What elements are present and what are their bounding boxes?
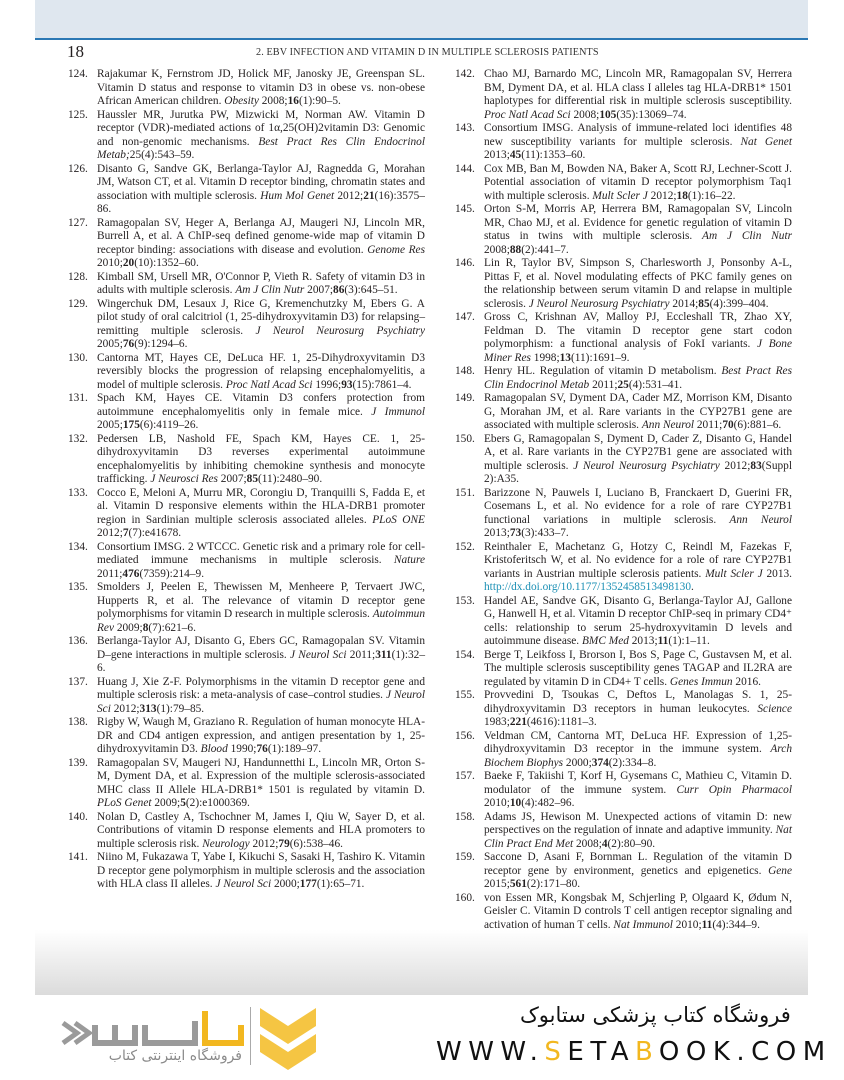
reference-entry <box>455 770 792 811</box>
volume-number: 85 <box>246 473 258 485</box>
reference-number: 149. <box>455 392 475 404</box>
journal-name: J Neurol Neurosurg Psychiatry <box>573 459 720 472</box>
reference-text: 1998; <box>530 351 560 364</box>
journal-name: J Bone Miner Res <box>484 338 792 364</box>
reference-text: 2007; <box>217 473 247 485</box>
reference-entry <box>68 352 425 393</box>
reference-entry <box>68 217 425 271</box>
reference-number: 132. <box>68 432 88 445</box>
reference-number: 156. <box>455 729 475 742</box>
reference-text: 2013; <box>484 527 510 539</box>
setabook-chevron-logo <box>258 1000 318 1075</box>
journal-name: J Neurol Neurosurg Psychiatry <box>528 297 670 310</box>
journal-name: Nat Genet <box>740 135 792 148</box>
reference-entry <box>455 433 792 487</box>
volume-number: 5 <box>180 797 186 809</box>
reference-text: 1996; <box>312 378 342 391</box>
reference-text: 2011; <box>694 419 723 431</box>
reference-entry <box>455 689 792 730</box>
reference-text: Cox MB, Ban M, Bowden NA, Baker A, Scott RJ, Lechner-Scott J. Potential association of vitamin D receptor polymorphism Taq1 with multiple sclerosis. <box>484 162 792 202</box>
reference-text: (3):645–51. <box>344 284 398 296</box>
volume-number: 313 <box>139 702 157 715</box>
journal-name: Proc Natl Acad Sci <box>484 108 571 121</box>
reference-text: (4):399–404. <box>709 297 769 310</box>
volume-number: 73 <box>509 527 522 539</box>
reference-number: 157. <box>455 770 475 782</box>
journal-name: J Immunol <box>371 405 426 418</box>
reference-text: 2012; <box>719 459 751 472</box>
reference-number: 135. <box>68 581 88 593</box>
reference-text: Kimball SM, Ursell MR, O'Connor P, Vieth R. Safety of vitamin D3 in adults with multiple sclerosis. <box>97 270 425 296</box>
reference-entry <box>68 271 425 298</box>
reference-text: Orton S-M, Morris AP, Herrera BM, Ramagopalan SV, Lincoln MR, Chao MJ, et al. Evidence for genetic regulation of vitamin D status in twins with multiple sclerosis. <box>484 203 792 242</box>
journal-name: J Neurosci Res <box>150 473 218 485</box>
setabook-logo-wordmark <box>55 1003 245 1049</box>
reference-text: (11):1691–9. <box>570 351 630 364</box>
reference-text: Berge T, Leikfoss I, Brorson I, Bos S, Page C, Gustavsen M, et al. The multiple sclerosis susceptibility genes TAGAP and IL2RA are regulated by vitamin D in CD4+ T cells. <box>484 648 792 688</box>
reference-text: 1983; <box>484 716 510 728</box>
url-accent: S <box>544 1037 568 1067</box>
journal-name: Neurology <box>202 837 250 850</box>
reference-text: Ebers G, Ramagopalan S, Dyment D, Cader Z, Disanto G, Handel A, et al. Rare variants in the CYP27B1 gene are associated with multiple sclerosis. <box>484 432 792 472</box>
volume-number: 93 <box>341 378 353 391</box>
reference-text: Reinthaler E, Machetanz G, Hotzy C, Reindl M, Fazekas F, Kristoferitsch W, et al. No evidence for a role of rare CYP27B1 variants in Austrian multiple sclerosis patients. <box>484 540 792 580</box>
reference-text: Ramagopalan SV, Maugeri NJ, Handunnetthi L, Lincoln MR, Orton S-M, Dyment DA, et al. Expression of the multiple sclerosis-associated MHC class II Allele HLA-DRB1* 1501 is regulated by vitamin D. <box>97 756 425 796</box>
reference-text: 2011; <box>97 567 123 580</box>
reference-entry <box>68 163 425 217</box>
page-bottom-shadow <box>35 930 808 995</box>
reference-number: 158. <box>455 810 475 823</box>
journal-name: Nat Clin Pract End Met <box>484 824 792 850</box>
reference-text: 2012; <box>647 189 677 202</box>
journal-name: Mult Scler J <box>705 567 763 580</box>
journal-name: J Neurol Sci <box>215 878 272 890</box>
volume-number: 45 <box>509 149 522 161</box>
volume-number: 86 <box>333 284 345 296</box>
reference-entry <box>455 68 792 122</box>
reference-entry <box>68 392 425 433</box>
reference-text: Gross C, Krishnan AV, Malloy PJ, Eccleshall TR, Zhao XY, Feldman D. The vitamin D receptor gene start codon polymorphism: a functional analysis of FokI variants. <box>484 311 792 350</box>
reference-entry <box>455 122 792 163</box>
reference-number: 136. <box>68 635 88 647</box>
volume-number: 476 <box>122 567 140 580</box>
journal-name: Am J Clin Nutr <box>235 284 305 296</box>
reference-entry <box>68 487 425 541</box>
store-title: فروشگاه کتاب پزشکی ستابوک <box>520 1003 791 1027</box>
journal-name: Proc Natl Acad Sci <box>225 378 313 391</box>
reference-text: Huang J, Xie Z-F. Polymorphisms in the vitamin D receptor gene and multiple sclerosis risk: a meta-analysis of case–control studies. <box>97 675 425 701</box>
reference-number: 138. <box>68 716 88 728</box>
reference-number: 144. <box>455 162 475 175</box>
journal-name: Obesity <box>224 95 259 107</box>
reference-text: 2008; <box>484 243 510 256</box>
volume-number: 13 <box>559 351 571 364</box>
journal-name: Autoimmun Rev <box>97 608 425 634</box>
reference-text: (15):7861–4. <box>352 378 412 391</box>
logo-wordmark-icon <box>55 1003 245 1049</box>
journal-name: Arch Biochem Biophys <box>484 743 792 769</box>
reference-number: 129. <box>68 297 88 310</box>
reference-number: 139. <box>68 756 88 769</box>
reference-entry <box>68 635 425 676</box>
reference-number: 147. <box>455 311 475 323</box>
reference-text: (1):65–71. <box>316 878 365 890</box>
url-part: ETA <box>567 1037 635 1067</box>
journal-name: Nat Immunol <box>613 918 673 931</box>
reference-text: 2012; <box>249 837 279 850</box>
reference-number: 140. <box>68 810 88 823</box>
journal-name: Best Pract Res Clin Endocrinol Metab; <box>97 135 425 161</box>
url-part: OOK.COM <box>658 1037 832 1067</box>
reference-number: 143. <box>455 122 475 134</box>
reference-text: (11):1353–60. <box>521 149 586 161</box>
reference-entry <box>68 676 425 717</box>
reference-text: (7):e41678. <box>128 527 182 539</box>
reference-number: 130. <box>68 351 88 364</box>
reference-text: 2000; <box>563 756 592 769</box>
reference-text: Haussler MR, Jurutka PW, Mizwicki M, Norman AW. Vitamin D receptor (VDR)-mediated actions of 1α,25(OH)2vitamin D3: Genomic and non-genomic mechanisms. <box>97 108 425 148</box>
journal-name: J Neurol Sci <box>290 648 347 661</box>
reference-entry <box>455 851 792 892</box>
reference-entry <box>455 392 792 433</box>
reference-text: (35):13069–74. <box>616 108 687 121</box>
reference-text: Consortium IMSG. 2 WTCCC. Genetic risk and a primary role for cell-mediated immune mechanisms in multiple sclerosis. <box>97 540 425 566</box>
reference-entry <box>455 541 792 595</box>
reference-text: Ramagopalan SV, Heger A, Berlanga AJ, Maugeri NJ, Lincoln MR, Burrell A, et al. A ChIP-seq defined genome-wide map of vitamin D receptor binding: associations with disease and evolution. <box>97 216 425 256</box>
reference-text: Provvedini D, Tsoukas C, Deftos L, Manolagas S. 1, 25-dihydroxyvitamin D3 receptors in human leukocytes. <box>484 689 792 715</box>
reference-text: Cantorna MT, Hayes CE, DeLuca HF. 1, 25-Dihydroxyvitamin D3 reversibly blocks the progression of relapsing encephalomyelitis, a model of multiple sclerosis. <box>97 351 425 391</box>
reference-text: (11):2480–90. <box>258 473 323 485</box>
reference-number: 145. <box>455 203 475 215</box>
reference-entry <box>455 487 792 541</box>
journal-name: Science <box>757 702 792 715</box>
journal-name: J Neurol Sci <box>97 689 425 715</box>
volume-number: 561 <box>509 878 527 890</box>
reference-text: (1):32–6. <box>97 648 425 674</box>
reference-number: 134. <box>68 540 88 553</box>
reference-text: (4):344–9. <box>712 918 760 931</box>
reference-number: 141. <box>68 851 88 863</box>
journal-name: Genome Res <box>367 243 425 256</box>
reference-text: 2014; <box>669 297 699 310</box>
reference-text: (1):1–11. <box>668 635 710 647</box>
reference-number: 155. <box>455 689 475 701</box>
reference-text: (2):334–8. <box>608 756 657 769</box>
volume-number: 79 <box>278 837 290 850</box>
reference-text: Ramagopalan SV, Dyment DA, Cader MZ, Morrison KM, Disanto G, Morahan JM, et al. Rare variants in the CYP27B1 gene are associated with multiple sclerosis. <box>484 392 792 431</box>
reference-number: 131. <box>68 392 88 404</box>
reference-text: 2007; <box>304 284 334 296</box>
reference-text: (2):171–80. <box>526 878 581 890</box>
journal-name: Mult Scler J <box>592 189 648 202</box>
reference-entry <box>455 257 792 311</box>
reference-entry <box>68 68 425 109</box>
reference-text: 2016. <box>732 675 761 688</box>
reference-text: von Essen MR, Kongsbak M, Schjerling P, Olgaard K, Ødum N, Geisler C. Vitamin D controls T cell antigen receptor signaling and activation of human T cells. <box>484 891 792 931</box>
volume-number: 11 <box>701 918 713 931</box>
reference-entry <box>68 109 425 163</box>
journal-name: Nature <box>393 554 425 566</box>
reference-number: 124. <box>68 68 88 80</box>
journal-name: J Neurol Neurosurg Psychiatry <box>255 324 425 337</box>
volume-number: 11 <box>657 635 669 647</box>
url-accent: B <box>635 1037 659 1067</box>
volume-number: 20 <box>122 257 135 269</box>
journal-name: Am J Clin Nutr <box>702 230 793 242</box>
reference-text: (10):1352–60. <box>134 257 199 269</box>
reference-text: 2005; <box>97 338 123 350</box>
volume-number: 76 <box>122 338 135 350</box>
reference-entry <box>68 757 425 811</box>
volume-number: 88 <box>509 243 522 256</box>
reference-text: 2010; <box>484 797 510 809</box>
volume-number: 175 <box>122 419 140 431</box>
reference-text: Smolders J, Peelen E, Thewissen M, Menheere P, Tervaert JWC, Hupperts R, et al. The relevance of vitamin D receptor gene polymorphisms for vitamin D research in multiple sclerosis. <box>97 581 425 620</box>
reference-number: 152. <box>455 540 475 553</box>
header-band <box>35 0 808 40</box>
journal-name: Curr Opin Pharmacol <box>676 783 792 796</box>
reference-number: 160. <box>455 891 475 904</box>
reference-number: 151. <box>455 486 475 499</box>
reference-text: 2000; <box>271 878 300 890</box>
volume-number: 76 <box>256 743 268 755</box>
journal-name: Gene <box>768 864 792 877</box>
journal-name: BMC Med <box>581 635 629 647</box>
reference-entry <box>68 851 425 892</box>
reference-number: 146. <box>455 257 475 269</box>
footer-banner <box>0 995 844 1080</box>
reference-text: (7):621–6. <box>148 621 196 634</box>
reference-number: 127. <box>68 216 88 229</box>
reference-entry <box>455 163 792 204</box>
journal-name: Genes Immun <box>669 675 733 688</box>
references-left-column <box>68 68 425 892</box>
volume-number: 21 <box>363 189 375 202</box>
reference-text: Wingerchuk DM, Lesaux J, Rice G, Kremenchutzky M, Ebers G. A pilot study of oral calcitriol (1, 25-dihydroxyvitamin D3) for relapsing–remitting multiple sclerosis. <box>97 297 425 337</box>
reference-text: (1):79–85. <box>156 702 205 715</box>
reference-entry <box>68 541 425 582</box>
volume-number: 311 <box>375 648 392 661</box>
reference-entry <box>455 892 792 933</box>
reference-text: 2013. <box>762 567 792 580</box>
reference-entry <box>68 298 425 352</box>
reference-entry <box>455 649 792 690</box>
reference-text: 2011; <box>346 648 376 661</box>
volume-number: 70 <box>722 419 734 431</box>
reference-text: (7359):214–9. <box>139 567 205 580</box>
journal-name: Best Pract Res Clin Endocrinol Metab <box>484 365 792 391</box>
reference-number: 128. <box>68 270 88 283</box>
reference-text: 2011; <box>589 378 618 391</box>
reference-text: (2):441–7. <box>521 243 569 256</box>
volume-number: 221 <box>509 716 527 728</box>
journal-name: PLoS Genet <box>97 797 152 809</box>
volume-number: 25 <box>617 378 629 391</box>
website-url[interactable] <box>436 1037 832 1067</box>
logo-subtitle: فروشگاه اینترنتی کتاب <box>108 1048 242 1064</box>
reference-number: 142. <box>455 68 475 80</box>
reference-text: (6):881–6. <box>733 419 782 431</box>
journal-name: Ann Neurol <box>729 513 792 526</box>
reference-text: Veldman CM, Cantorna MT, DeLuca HF. Expression of 1,25-dihydroxyvitamin D3 receptor in the immune system. <box>484 729 792 755</box>
reference-number: 133. <box>68 486 88 499</box>
reference-text: 25(4):543–59. <box>129 149 195 161</box>
journal-name: Hum Mol Genet <box>260 189 335 202</box>
reference-text: 2010; <box>97 257 123 269</box>
reference-entry <box>455 730 792 771</box>
reference-text: Lin R, Taylor BV, Simpson S, Charlesworth J, Ponsonby A-L, Pittas F, et al. Novel modulating effects of PKC family genes on the relationship between serum vitamin D and relapse in multiple sclerosis. <box>484 257 792 310</box>
reference-entry <box>68 433 425 487</box>
reference-entry <box>68 811 425 852</box>
reference-entry <box>68 716 425 757</box>
reference-entry <box>455 595 792 649</box>
volume-number: 18 <box>676 189 688 202</box>
reference-number: 125. <box>68 108 88 121</box>
journal-name: PLoS ONE <box>372 513 425 526</box>
page-number: 18 <box>67 42 84 61</box>
reference-text: (6):538–46. <box>289 837 343 850</box>
reference-text: (16):3575–86. <box>97 189 425 215</box>
reference-number: 154. <box>455 648 475 661</box>
reference-entry <box>455 811 792 852</box>
reference-text: (4):531–41. <box>628 378 683 391</box>
reference-text: (1):90–5. <box>298 95 341 107</box>
reference-text: 2012; <box>334 189 364 202</box>
reference-text: Handel AE, Sandve GK, Disanto G, Berlanga-Taylor AJ, Gallone G, Hanwell H, et al. Vitamin D receptor ChIP-seq in primary CD4⁺ cells: relationship to serum 25-hydroxyvitamin D levels and autoimmune disease. <box>484 594 792 647</box>
chevron-logo-icon <box>258 1000 318 1070</box>
reference-number: 159. <box>455 851 475 863</box>
reference-text: 2009; <box>151 797 181 809</box>
reference-text: Adams JS, Hewison M. Unexpected actions of vitamin D: new perspectives on the regulation of innate and adaptive immunity. <box>484 810 792 836</box>
volume-number: 8 <box>142 621 149 634</box>
reference-text: (4616):1181–3. <box>526 716 597 728</box>
volume-number: 10 <box>509 797 522 809</box>
reference-number: 153. <box>455 594 475 607</box>
volume-number: 7 <box>122 527 129 539</box>
logo-divider <box>250 1007 251 1065</box>
reference-text: (4):482–96. <box>521 797 575 809</box>
reference-text: (9):1294–6. <box>134 338 188 350</box>
reference-text: (3):433–7. <box>521 527 569 539</box>
reference-entry <box>455 365 792 392</box>
reference-text: 2012; <box>110 702 140 715</box>
reference-number: 137. <box>68 675 88 688</box>
reference-text: Pedersen LB, Nashold FE, Spach KM, Hayes CE. 1, 25-dihydroxyvitamin D3 reverses experimental autoimmune encephalomyelitis by inhibiting chemokine synthesis and monocyte trafficking. <box>97 432 425 485</box>
reference-text: (2):e1000369. <box>185 797 250 809</box>
reference-text: Spach KM, Hayes CE. Vitamin D3 confers protection from autoimmune encephalomyelitis only in female mice. <box>97 392 425 418</box>
reference-text: 1990; <box>227 743 257 755</box>
volume-number: 105 <box>599 108 617 121</box>
reference-text: 2013; <box>484 149 510 161</box>
reference-text: (Suppl 2):A35. <box>484 459 792 485</box>
reference-text: 2013; <box>628 635 658 647</box>
reference-entry <box>68 581 425 635</box>
reference-number: 148. <box>455 365 475 377</box>
reference-text: Consortium IMSG. Analysis of immune-related loci identifies 48 new susceptibility variants for multiple sclerosis. <box>484 122 792 148</box>
reference-text: Niino M, Fukazawa T, Yabe I, Kikuchi S, Sasaki H, Tashiro K. Vitamin D receptor gene polymorphism in multiple sclerosis and the association with HLA class II alleles. <box>97 851 425 890</box>
reference-text: 2008; <box>258 95 288 107</box>
reference-number: 150. <box>455 432 475 445</box>
volume-number: 16 <box>287 95 299 107</box>
volume-number: 83 <box>750 459 762 472</box>
reference-text: 2008; <box>573 837 602 850</box>
reference-text: Disanto G, Sandve GK, Berlanga-Taylor AJ, Ragnedda G, Morahan JM, Watson CT, et al. Vitamin D receptor binding, chromatin states and association with multiple sclerosis. <box>97 162 425 202</box>
reference-text: 2010; <box>672 918 702 931</box>
reference-text: Barizzone N, Pauwels I, Luciano B, Franckaert D, Guerini FR, Cosemans L, et al. No evidence for a role of rare CYP27B1 functional variations in multiple sclerosis. <box>484 486 792 526</box>
doi-link[interactable]: http://dx.doi.org/10.1177/1352458513498130 <box>484 581 692 593</box>
reference-text: Baeke F, Takiishi T, Korf H, Gysemans C, Mathieu C, Vitamin D. modulator of the immune system. <box>484 770 792 796</box>
reference-text: Chao MJ, Barnardo MC, Lincoln MR, Ramagopalan SV, Herrera BM, Dyment DA, et al. HLA class I alleles tag HLA-DRB1* 1501 haplotypes for differential risk in multiple sclerosis susceptibility. <box>484 68 792 107</box>
reference-text: 2012; <box>97 527 123 539</box>
reference-text: 2008; <box>570 108 600 121</box>
volume-number: 4 <box>601 837 608 850</box>
volume-number: 85 <box>698 297 710 310</box>
reference-text: . <box>691 581 694 593</box>
reference-text: 2005; <box>97 419 123 431</box>
volume-number: 374 <box>591 756 609 769</box>
reference-text: Saccone D, Asani F, Bornman L. Regulation of the vitamin D receptor gene by environment, genetics and epigenetics. <box>484 851 792 877</box>
reference-text: (1):189–97. <box>267 743 322 755</box>
reference-text: Rigby W, Waugh M, Graziano R. Regulation of human monocyte HLA-DR and CD4 antigen expression, and antigen presentation by 1, 25-dihydroxyvitamin D3. <box>97 716 425 755</box>
reference-text: (1):16–22. <box>687 189 736 202</box>
reference-text: Cocco E, Meloni A, Murru MR, Corongiu D, Tranquilli S, Fadda E, et al. Vitamin D responsive elements within the HLA-DRB1 promoter region in Sardinian multiple sclerosis associated alleles. <box>97 486 425 526</box>
reference-entry <box>455 311 792 365</box>
reference-text: (2):80–90. <box>607 837 656 850</box>
journal-name: Blood <box>200 743 228 755</box>
reference-text: (6):4119–26. <box>139 419 199 431</box>
reference-text: 2015; <box>484 878 510 890</box>
reference-text: Berlanga-Taylor AJ, Disanto G, Ebers GC, Ramagopalan SV. Vitamin D–gene interactions in multiple sclerosis. <box>97 635 425 661</box>
url-part: WWW. <box>436 1037 545 1067</box>
reference-text: Nolan D, Castley A, Tschochner M, James I, Qiu W, Sayer D, et al. Contributions of vitamin D response elements and HLA promoters to multiple sclerosis risk. <box>97 810 425 850</box>
journal-name: Ann Neurol <box>641 419 695 431</box>
reference-entry <box>455 203 792 257</box>
reference-text: Henry HL. Regulation of vitamin D metabolism. <box>484 365 722 377</box>
reference-text: 2009; <box>114 621 143 634</box>
running-header: 2. EBV INFECTION AND VITAMIN D IN MULTIPLE SCLEROSIS PATIENTS <box>256 47 599 58</box>
reference-text: Rajakumar K, Fernstrom JD, Holick MF, Janosky JE, Greenspan SL. Vitamin D status and response to vitamin D3 in obese vs. non-obese African American children. <box>97 68 425 107</box>
reference-number: 126. <box>68 162 88 175</box>
volume-number: 177 <box>299 878 317 890</box>
references-right-column <box>455 68 792 932</box>
